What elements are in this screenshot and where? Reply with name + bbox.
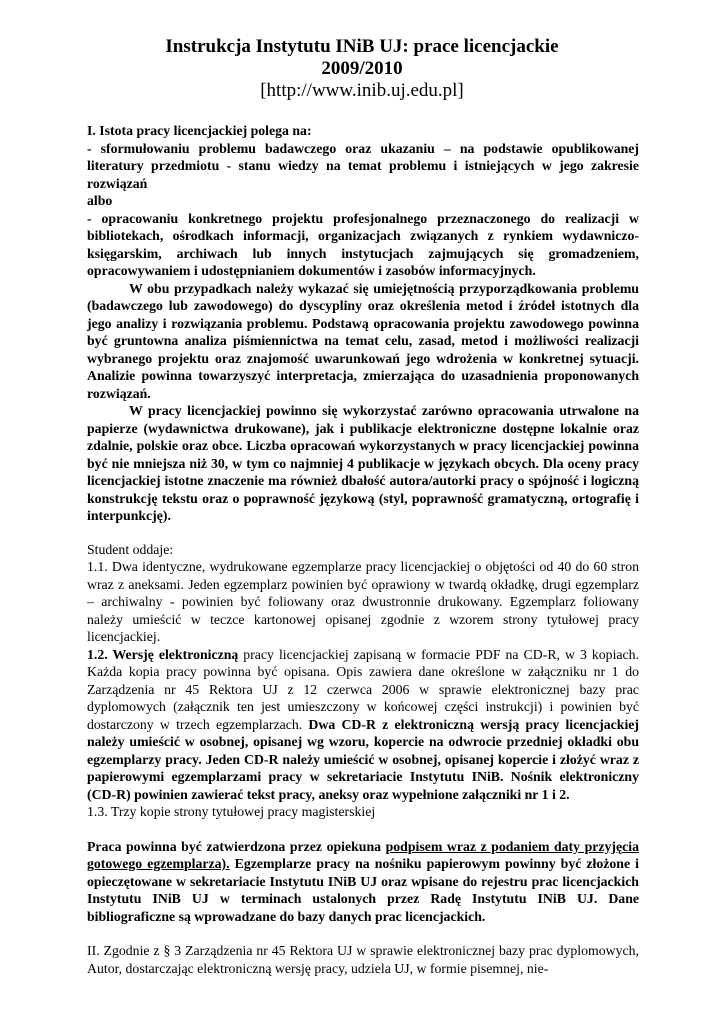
- submission-intro: Student oddaje:: [87, 541, 174, 557]
- item-1-2-lead: 1.2. Wersję elektroniczną: [87, 646, 239, 662]
- option-a-paragraph: - sformułowaniu problemu badawczego oraz ukazaniu – na podstawie opublikowanej literatury przedmiotu - stanu wiedzy na temat problemu i istniejących w jego zakresie rozwiązań: [87, 140, 639, 191]
- spacer: [87, 525, 639, 541]
- option-b-paragraph: - opracowaniu konkretnego projektu profesjonalnego przeznaczonego do realizacji w bibliotekach, ośrodkach informacji, organizacjach związanych z rynkiem wydawniczo-księgarskim, archiwach lub innych instytucjach zajmujących się gromadzeniem, opracowywaniem i udostępnianiem dokumentów i zasobów informacyjnych.: [87, 210, 639, 278]
- page-title: Instrukcja Instytutu INiB UJ: prace licencjackie: [165, 36, 559, 57]
- item-1-2-text: pracy licencjackiej zapisaną w formacie PDF na CD-R, w 3 kopiach. Każda kopia pracy powinna być opisana. Opis zawiera dane określone w załączniku nr 1 do Zarządzenia nr 45 Rektora UJ z 12 czerwca 2006 w sprawie elektronicznej bazy prac dyplomowych (załącznik ten jest umieszczony w końcowej części instrukcji) i powinien być dostarczony w trzech egzemplarzach.: [87, 646, 639, 732]
- document-body: [87, 122, 639, 977]
- section-2-paragraph: II. Zgodnie z § 3 Zarządzenia nr 45 Rektora UJ w sprawie elektronicznej bazy prac dyplomowych, Autor, dostarczając elektroniczną wersję pracy, udziela UJ, w formie pisemnej, nie-: [87, 943, 639, 976]
- item-1-2: [87, 646, 639, 804]
- section-1-heading: I. Istota pracy licencjackiej polega na:: [87, 123, 312, 138]
- item-1-3: 1.3. Trzy kopie strony tytułowej pracy magisterskiej: [87, 804, 376, 819]
- or-word: albo: [87, 193, 113, 208]
- spacer: [87, 925, 639, 942]
- approval-underlined: podpisem wraz z podaniem daty przyjęcia gotowego egzemplarza).: [87, 838, 639, 871]
- approval-part-2: Egzemplarze pracy na nośniku papierowym powinny być złożone i opieczętowane w sekretariacie Instytutu INiB UJ oraz wpisane do rejestru prac licencjackich Instytutu INiB UJ w terminach ustalonych przez Radę Instytutu INiB UJ. Dane bibliograficzne są wprowadzane do bazy danych prac licencjackich.: [87, 856, 639, 924]
- approval-part-1: Praca powinna być zatwierdzona przez opiekuna: [87, 838, 386, 854]
- approval-paragraph: [87, 838, 639, 926]
- item-1-2-bold-text: Dwa CD-R z elektroniczną wersją pracy licencjackiej należy umieścić w osobnej, opisanej wg wzoru, kopercie na odwrocie przedniej okładki obu egzemplarzy pracy. Jeden CD-R należy umieścić w osobnej, opisanej kopercie i złożyć wraz z papierowymi egzemplarzami pracy w sekretariacie Instytutu INiB. Nośnik elektroniczny (CD-R) powinien zawierać tekst pracy, aneksy oraz wypełnione załączniki nr 1 i 2.: [87, 716, 639, 802]
- sources-paragraph: W pracy licencjackiej powinno się wykorzystać zarówno opracowania utrwalone na papierze (wydawnictwa drukowane), jak i publikacje elektroniczne dostępne lokalnie oraz zdalnie, polskie oraz obce. Liczba opracowań wykorzystanych w pracy licencjackiej powinna być nie mniejsza niż 30, w tym co najmniej 4 publikacje w językach obcych. Dla oceny pracy licencjackiej istotne znaczenie ma również dbałość autora/autorki pracy o spójność i logiczną konstrukcję tekstu oraz o poprawność językową (styl, poprawność gramatyczną, ortografię i interpunkcję).: [87, 403, 639, 523]
- academic-year: 2009/2010: [321, 58, 403, 79]
- both-cases-paragraph: W obu przypadkach należy wykazać się umiejętnością przyporządkowania problemu (badawczego lub zawodowego) do dyscypliny oraz określenia metod i źródeł istotnych dla jego analizy i rozwiązania problemu. Podstawą opracowania projektu zawodowego powinna być gruntowna analiza piśmiennictwa na temat celu, zasad, metod i możliwości realizacji wybranego projektu oraz znajomość uwarunkowań jego wdrożenia w konkretnej sytuacji. Analizie powinna towarzyszyć interpretacja, zmierzająca do uzasadnienia proponowanych rozwiązań.: [87, 280, 639, 401]
- website-url: [http://www.inib.uj.edu.pl]: [260, 80, 464, 101]
- item-1-1: 1.1. Dwa identyczne, wydrukowane egzemplarze pracy licencjackiej o objętości od 40 do 60 stron wraz z aneksami. Jeden egzemplarz powinien być oprawiony w twardą okładkę, drugi egzemplarz – archiwalny - powinien być foliowany oraz dwustronnie drukowany. Egzemplarz foliowany należy umieścić w teczce kartonowej opisanej zgodnie z wzorem strony tytułowej pracy licencjackiej.: [87, 559, 639, 644]
- spacer: [87, 821, 639, 838]
